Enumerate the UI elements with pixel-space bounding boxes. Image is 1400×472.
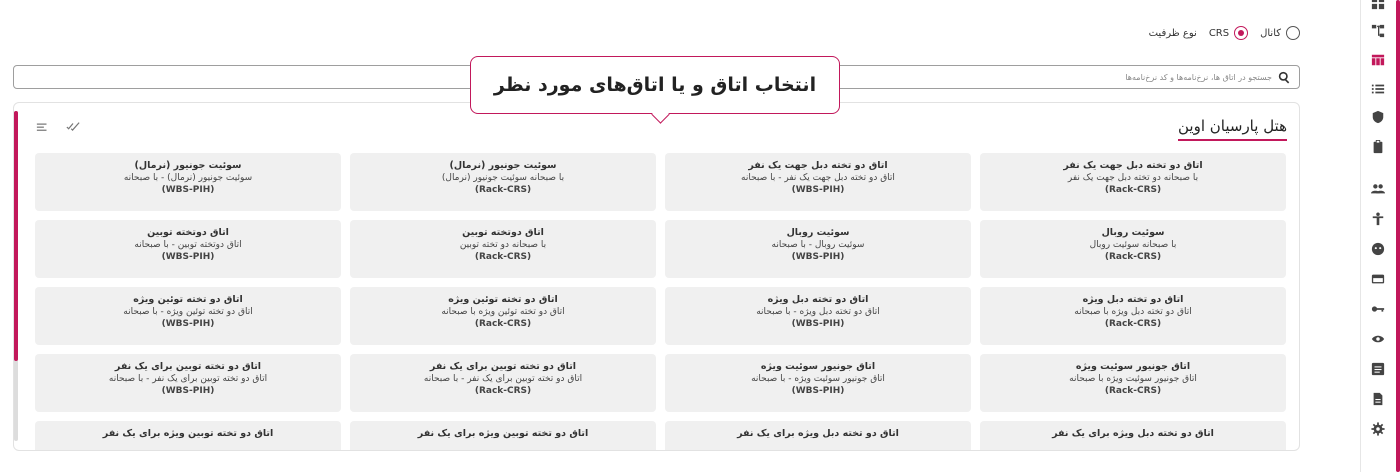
room-rate-name: با صبحانه دو تخته دبل جهت یک نفر — [1067, 173, 1199, 183]
select-all-icon[interactable] — [66, 120, 80, 134]
hierarchy-icon[interactable] — [1369, 22, 1387, 40]
room-title: اتاق دو تخته توئین ویژه — [133, 294, 243, 305]
room-title: اتاق دوتخته توبین — [147, 227, 229, 238]
room-card[interactable] — [350, 220, 656, 278]
room-title: سوئیت روبال — [1101, 227, 1165, 238]
message-icon[interactable] — [1369, 360, 1387, 378]
capacity-type-group — [1089, 24, 1300, 42]
room-rate-code: (WBS-PIH) — [791, 319, 845, 329]
person-icon[interactable] — [1369, 210, 1387, 228]
room-rate-name: اتاق جونیور سوئیت ویژه با صبحانه — [1069, 374, 1197, 384]
room-card[interactable] — [980, 220, 1286, 278]
room-rate-name: با صبحانه دو تخته توبین — [459, 240, 547, 250]
icon-rail — [1360, 0, 1400, 472]
room-rate-name: با صبحانه سوئیت روبال — [1089, 240, 1177, 250]
face-icon[interactable] — [1369, 240, 1387, 258]
room-card[interactable] — [980, 421, 1286, 451]
room-title: اتاق دو تخته دبل ویژه — [1082, 294, 1184, 305]
room-rate-name: اتاق جونیور سوئیت ویژه - با صبحانه — [751, 374, 885, 384]
room-rate-code: (WBS-PIH) — [161, 386, 215, 396]
room-card[interactable] — [980, 287, 1286, 345]
eye-icon[interactable] — [1369, 330, 1387, 348]
room-card[interactable] — [35, 153, 341, 211]
menu-icon[interactable] — [36, 120, 50, 134]
room-rate-code: (WBS-PIH) — [791, 185, 845, 195]
room-title: اتاق جونیور سوئیت ویژه — [760, 361, 876, 372]
capacity-option-channel-label: کانال — [1260, 27, 1281, 39]
room-rate-code: (Rack-CRS) — [1104, 319, 1162, 329]
dashboard-icon[interactable] — [1369, 0, 1387, 12]
room-card[interactable] — [35, 220, 341, 278]
capacity-option-channel[interactable] — [1260, 26, 1300, 40]
room-rate-code: (Rack-CRS) — [474, 185, 532, 195]
room-rate-code: (Rack-CRS) — [1104, 252, 1162, 262]
room-title: اتاق دو تخته توبین برای یک نفر — [114, 361, 262, 372]
list-icon[interactable] — [1369, 80, 1387, 98]
room-title: اتاق دو تخته توبین برای یک نفر — [429, 361, 577, 372]
room-rate-name: با صبحانه سوئیت جونیور (نرمال) — [441, 173, 565, 183]
room-rate-name: اتاق دو تخته دبل جهت یک نفر - با صبحانه — [741, 173, 895, 183]
room-card[interactable] — [350, 354, 656, 412]
room-title: اتاق دو تخته توئین ویژه — [448, 294, 558, 305]
document-icon[interactable] — [1369, 390, 1387, 408]
room-title: سوئیت روبال — [786, 227, 850, 238]
room-title: اتاق دوتخته توبین — [462, 227, 544, 238]
room-rate-name: اتاق دو تخته توبین برای یک نفر - با صبحانه — [108, 374, 268, 384]
room-card[interactable] — [665, 421, 971, 451]
room-card[interactable] — [665, 287, 971, 345]
room-rate-code: (Rack-CRS) — [474, 252, 532, 262]
room-card[interactable] — [665, 354, 971, 412]
room-title: اتاق دو تخته توبین ویژه برای یک نفر — [102, 428, 274, 439]
table-icon[interactable] — [1369, 51, 1387, 69]
room-rate-name: اتاق دوتخته توبین - با صبحانه — [134, 240, 242, 250]
clipboard-icon[interactable] — [1369, 138, 1387, 156]
hotel-panel — [13, 102, 1300, 451]
room-card[interactable] — [665, 153, 971, 211]
room-card[interactable] — [665, 220, 971, 278]
hotel-title: هتل پارسیان اوین — [1178, 117, 1287, 141]
radio-channel[interactable] — [1286, 26, 1300, 40]
capacity-option-crs[interactable] — [1209, 26, 1248, 40]
room-rate-name: سوئیت روبال - با صبحانه — [771, 240, 865, 250]
room-rate-code: (WBS-PIH) — [161, 319, 215, 329]
room-card[interactable] — [350, 421, 656, 451]
room-title: اتاق جونیور سوئیت ویژه — [1075, 361, 1191, 372]
room-rate-code: (WBS-PIH) — [791, 252, 845, 262]
room-rate-code: (WBS-PIH) — [791, 386, 845, 396]
room-title: اتاق دو تخته دبل ویژه برای یک نفر — [737, 428, 899, 439]
card-icon[interactable] — [1369, 270, 1387, 288]
room-card[interactable] — [350, 153, 656, 211]
room-grid — [33, 153, 1286, 451]
rail-scrollbar[interactable] — [1396, 0, 1400, 472]
tooltip-callout: انتخاب اتاق و یا اتاق‌های مورد نظر — [470, 56, 840, 114]
capacity-type-label: نوع ظرفیت — [1148, 27, 1197, 39]
room-rate-code: (Rack-CRS) — [1104, 185, 1162, 195]
room-rate-name: اتاق دو تخته توبین برای یک نفر - با صبحانه — [423, 374, 583, 384]
capacity-option-crs-label: CRS — [1208, 27, 1230, 39]
shield-icon[interactable] — [1369, 108, 1387, 126]
room-rate-code: (Rack-CRS) — [1104, 386, 1162, 396]
people-icon[interactable] — [1369, 180, 1387, 198]
room-card[interactable] — [350, 287, 656, 345]
room-title: اتاق دو تخته توبین ویژه برای یک نفر — [417, 428, 589, 439]
room-title: اتاق دو تخته دبل جهت یک نفر — [748, 160, 888, 171]
room-rate-name: اتاق دو تخته توئین ویژه با صبحانه — [441, 307, 565, 317]
room-rate-code: (WBS-PIH) — [161, 185, 215, 195]
room-card[interactable] — [35, 421, 341, 451]
panel-tools — [36, 120, 80, 134]
room-rate-name: اتاق دو تخته توئین ویژه - با صبحانه — [123, 307, 253, 317]
room-rate-name: اتاق دو تخته دبل ویژه - با صبحانه — [756, 307, 880, 317]
room-rate-code: (Rack-CRS) — [474, 319, 532, 329]
room-rate-code: (Rack-CRS) — [474, 386, 532, 396]
room-card[interactable] — [35, 287, 341, 345]
room-title: سوئیت جونیور (نرمال) — [134, 160, 242, 171]
room-title: سوئیت جونیور (نرمال) — [449, 160, 557, 171]
room-card[interactable] — [35, 354, 341, 412]
room-card[interactable] — [980, 354, 1286, 412]
search-icon[interactable] — [1278, 71, 1291, 84]
room-card[interactable] — [980, 153, 1286, 211]
key-icon[interactable] — [1369, 300, 1387, 318]
room-rate-code: (WBS-PIH) — [161, 252, 215, 262]
room-rate-name: اتاق دو تخته دبل ویژه با صبحانه — [1074, 307, 1192, 317]
room-title: اتاق دو تخته دبل ویژه برای یک نفر — [1052, 428, 1214, 439]
room-title: اتاق دو تخته دبل جهت یک نفر — [1063, 160, 1203, 171]
panel-scroll-thumb[interactable] — [14, 111, 18, 361]
gear-icon[interactable] — [1369, 420, 1387, 438]
radio-crs[interactable] — [1234, 26, 1248, 40]
room-title: اتاق دو تخته دبل ویژه — [767, 294, 869, 305]
room-rate-name: سوئیت جونیور (نرمال) - با صبحانه — [123, 173, 253, 183]
